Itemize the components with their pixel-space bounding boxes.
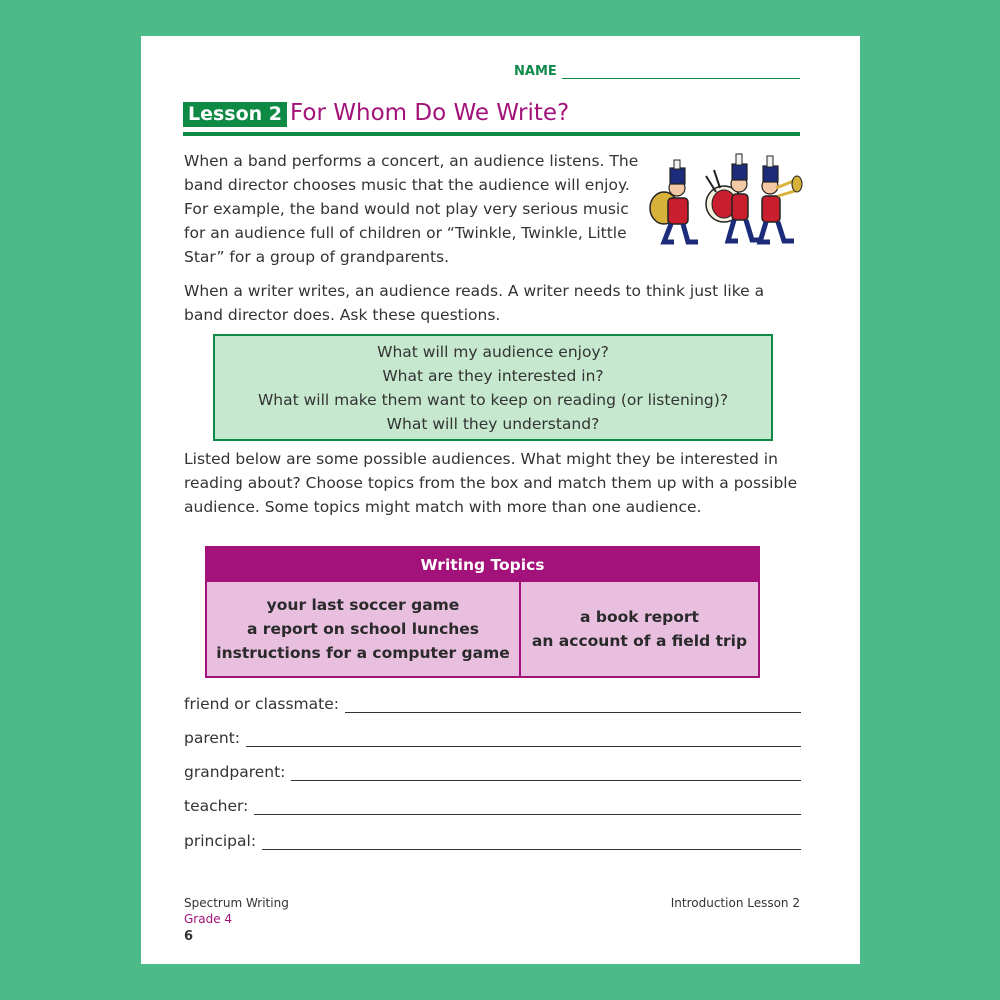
answer-friend[interactable] [184, 693, 801, 717]
name-field[interactable] [514, 64, 800, 84]
answer-label: teacher: [184, 795, 254, 817]
question-line: What will they understand? [386, 415, 600, 433]
writing-topics-header: Writing Topics [207, 548, 758, 582]
answer-label: friend or classmate: [184, 693, 345, 715]
question-line: What will make them want to keep on reading (or listening)? [257, 391, 729, 409]
answer-label: principal: [184, 830, 262, 852]
name-label: NAME [514, 64, 557, 79]
answer-label: grandparent: [184, 761, 291, 783]
writing-topics-box [205, 546, 760, 678]
topic-item: a book report [580, 608, 699, 626]
answer-line[interactable] [184, 849, 801, 850]
lesson-badge: Lesson 2 [183, 102, 287, 127]
instructions-paragraph: Listed below are some possible audiences. What might they be interested in reading about? Choose topics from the box and match them up with a possible audience. Some topics might match with more than one audience. [184, 450, 798, 516]
answer-principal[interactable] [184, 830, 801, 854]
answer-parent[interactable] [184, 727, 801, 751]
topic-item: instructions for a computer game [216, 644, 510, 662]
marching-band-icon [646, 146, 803, 251]
question-line: What are they interested in? [382, 367, 604, 385]
topics-column-left [207, 582, 521, 676]
answer-grandparent[interactable] [184, 761, 801, 785]
answer-line[interactable] [184, 746, 801, 747]
topics-column-right [521, 582, 758, 676]
footer-section: Introduction Lesson 2 [670, 896, 800, 910]
footer-book-info [184, 895, 289, 927]
page-number: 6 [184, 929, 194, 944]
footer-grade: Grade 4 [184, 912, 233, 926]
questions-box [213, 334, 773, 441]
header-rule [183, 132, 800, 136]
topic-item: a report on school lunches [246, 620, 480, 638]
name-line[interactable] [562, 78, 800, 79]
topic-item: an account of a field trip [531, 632, 748, 650]
answer-label: parent: [184, 727, 246, 749]
topic-item: your last soccer game [266, 596, 460, 614]
answer-line[interactable] [184, 814, 801, 815]
worksheet-page [141, 36, 860, 964]
intro-paragraph: When a band performs a concert, an audience listens. The band director chooses music that the audience will enjoy. For example, the band would not play very serious music for an audience full of children or “Twinkle, Twinkle, Little Star” for a group of grandparents. [184, 152, 639, 266]
lesson-header [183, 100, 800, 138]
question-line: What will my audience enjoy? [377, 343, 609, 361]
tuba-player [650, 160, 698, 242]
writer-paragraph: When a writer writes, an audience reads. A writer needs to think just like a band director does. Ask these questions. [184, 282, 765, 324]
answer-teacher[interactable] [184, 795, 801, 819]
trombone-player [760, 156, 802, 242]
drummer [706, 154, 762, 241]
footer-book-title: Spectrum Writing [184, 896, 289, 910]
lesson-title: For Whom Do We Write? [290, 100, 570, 126]
